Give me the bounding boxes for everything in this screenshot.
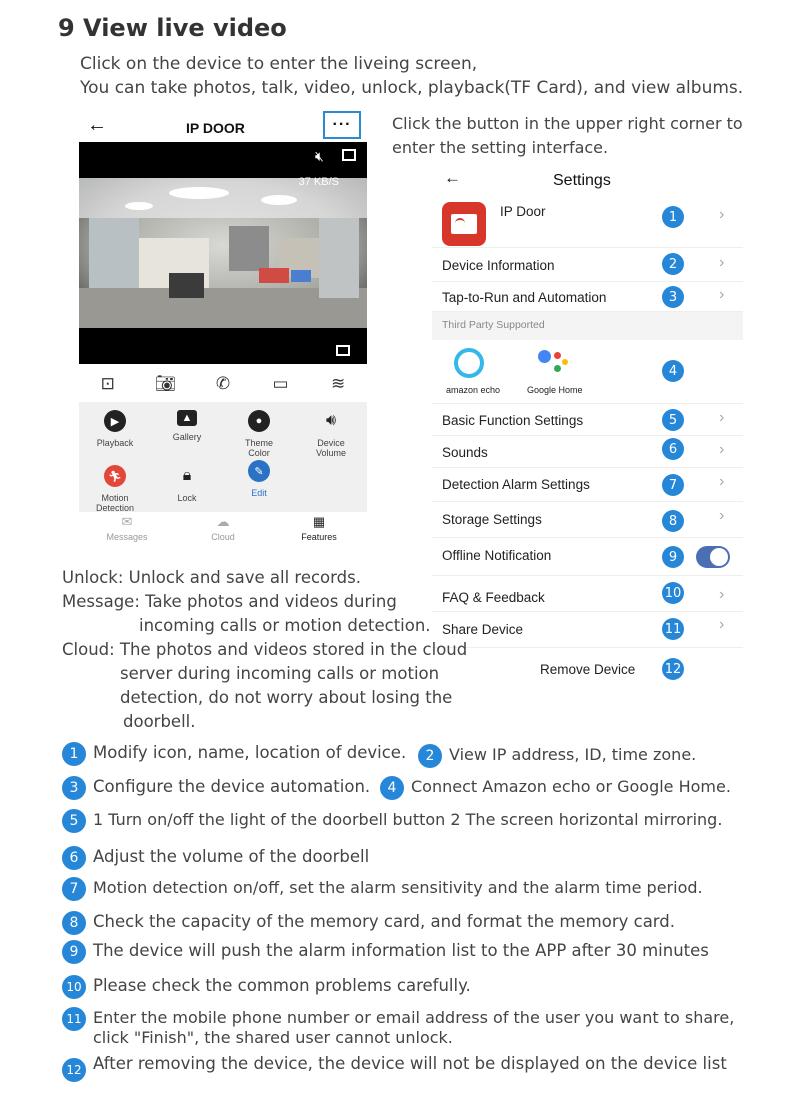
nav-features[interactable]	[271, 514, 367, 554]
speaker-icon: 🔊︎	[325, 412, 337, 429]
messages-icon: ✉	[121, 514, 133, 529]
section-title: 9 View live video	[58, 14, 287, 42]
legend-item-4	[380, 777, 731, 800]
row-label: Storage Settings	[442, 512, 542, 527]
back-arrow-icon[interactable]: ←	[444, 168, 461, 187]
grid-label: Device Volume	[315, 438, 347, 458]
intro-line-2: You can take photos, talk, video, unlock, playback(TF Card), and view albums.	[80, 78, 744, 98]
motion-icon: 🏃︎	[104, 465, 126, 487]
office-scene-image	[79, 178, 367, 328]
row-label: Sounds	[442, 445, 488, 460]
device-name: IP Door	[500, 204, 546, 219]
grid-item-playback[interactable]	[79, 410, 151, 448]
legend-text: After removing the device, the device will not be displayed on the device list	[93, 1054, 727, 1073]
gallery-icon: ▲	[177, 410, 197, 426]
legend-text: Enter the mobile phone number or email address of the user you want to share,	[93, 1008, 735, 1027]
legend-item-9	[62, 941, 709, 964]
row-label: Basic Function Settings	[442, 413, 584, 428]
legend-badge: 5	[62, 809, 86, 833]
cloud-icon: ☁	[216, 514, 230, 529]
phone-live-screen	[79, 110, 367, 560]
legend-badge: 3	[62, 776, 86, 800]
legend-badge: 10	[62, 975, 86, 999]
grid-item-lock[interactable]	[151, 465, 223, 503]
grid-label: Edit	[251, 488, 267, 498]
legend-text: The device will push the alarm information list to the APP after 30 minutes	[93, 941, 709, 960]
settings-row-storage[interactable]	[432, 502, 743, 538]
nav-label: Messages	[106, 532, 148, 542]
legend-text: Connect Amazon echo or Google Home.	[411, 777, 731, 796]
nav-label: Cloud	[211, 532, 235, 542]
device-icon	[442, 202, 486, 246]
amazon-echo-icon	[454, 348, 484, 378]
chevron-right-icon: ›	[719, 473, 725, 490]
settings-row-tap-to-run[interactable]	[432, 282, 743, 312]
speed-readout: 37 KB/S	[298, 176, 339, 188]
legend-item-3	[62, 777, 370, 800]
chevron-right-icon: ›	[719, 586, 725, 603]
settings-header	[432, 160, 743, 196]
legend-badge: 6	[62, 846, 86, 870]
right-note-line-2: enter the setting interface.	[392, 138, 609, 157]
legend-item-1	[62, 743, 406, 766]
legend-badge: 7	[62, 877, 86, 901]
settings-panel	[432, 160, 743, 692]
grid-label: Playback	[96, 438, 134, 448]
legend-item-8	[62, 912, 675, 935]
chevron-right-icon: ›	[719, 286, 725, 303]
legend-text: View IP address, ID, time zone.	[449, 745, 697, 764]
grid-item-edit[interactable]	[223, 460, 295, 498]
legend-item-11-continued	[93, 1028, 453, 1048]
legend-item-10	[62, 976, 471, 999]
legend-item-6	[62, 847, 369, 870]
remove-device-button[interactable]: Remove Device	[540, 662, 636, 677]
grid-label: Gallery	[172, 432, 202, 442]
note-cloud-4: doorbell.	[123, 712, 196, 731]
chevron-right-icon: ›	[719, 254, 725, 271]
settings-title: Settings	[553, 172, 611, 189]
third-party-label: Third Party Supported	[442, 319, 545, 331]
screenshot-icon[interactable]: ⊡	[100, 374, 115, 393]
number-badge: 4	[662, 360, 684, 382]
legend-item-7	[62, 878, 703, 901]
offline-notification-toggle[interactable]	[696, 546, 730, 568]
row-label: FAQ & Feedback	[442, 590, 545, 605]
nav-label: Features	[301, 532, 337, 542]
number-badge: 11	[662, 618, 684, 640]
number-badge: 6	[662, 438, 684, 460]
settings-row-remove-device[interactable]	[432, 650, 743, 690]
legend-text: Configure the device automation.	[93, 777, 371, 796]
phone-title: IP DOOR	[186, 120, 245, 136]
note-cloud-1: Cloud: The photos and videos stored in the cloud	[62, 640, 468, 659]
legend-text: 1 Turn on/off the light of the doorbell button 2 The screen horizontal mirroring.	[93, 810, 723, 829]
row-label: Offline Notification	[442, 548, 552, 563]
play-icon: ▶	[104, 410, 126, 432]
more-button[interactable]	[323, 111, 361, 139]
palette-icon: ●	[248, 410, 270, 432]
settings-row-faq[interactable]	[432, 580, 743, 612]
number-badge: 7	[662, 474, 684, 496]
legend-item-5	[62, 810, 722, 833]
legend-badge: 2	[418, 744, 442, 768]
note-cloud-3: detection, do not worry about losing the	[120, 688, 453, 707]
fullscreen-icon[interactable]	[336, 345, 350, 356]
legend-badge: 12	[62, 1058, 86, 1082]
phone-header	[79, 110, 367, 142]
bottom-nav	[79, 514, 367, 554]
settings-row-offline-notification[interactable]	[432, 538, 743, 576]
right-note-line-1: Click the button in the upper right corner to	[392, 114, 743, 133]
row-label: Device Information	[442, 258, 555, 273]
edit-icon: ✎	[248, 460, 270, 482]
menu-icon[interactable]	[342, 149, 356, 161]
google-home-icon	[536, 348, 570, 378]
settings-row-third-party[interactable]	[432, 340, 743, 404]
number-badge: 5	[662, 409, 684, 431]
legend-badge: 8	[62, 911, 86, 935]
legend-badge: 1	[62, 742, 86, 766]
camera-icon[interactable]: 📷︎	[154, 374, 177, 393]
number-badge: 3	[662, 286, 684, 308]
note-unlock: Unlock: Unlock and save all records.	[62, 568, 361, 587]
number-badge: 12	[662, 658, 684, 680]
settings-row-sounds[interactable]	[432, 436, 743, 468]
chevron-right-icon: ›	[719, 507, 725, 524]
phone-call-icon[interactable]: ✆	[215, 374, 231, 393]
number-badge: 10	[662, 582, 684, 604]
settings-row-basic-function[interactable]	[432, 404, 743, 436]
note-message-1: Message: Take photos and videos during	[62, 592, 397, 611]
back-arrow-icon[interactable]: ←	[87, 114, 107, 136]
mute-icon[interactable]: 🔇︎	[315, 148, 324, 164]
grid-label: Motion Detection	[95, 493, 135, 513]
chevron-right-icon: ›	[719, 616, 725, 633]
expand-icon[interactable]: ≋	[331, 374, 346, 393]
settings-row-device[interactable]	[432, 198, 743, 248]
video-frame	[79, 178, 367, 328]
nav-messages[interactable]	[79, 514, 175, 554]
legend-badge: 9	[62, 940, 86, 964]
chevron-right-icon: ›	[719, 206, 725, 223]
legend-item-2	[418, 745, 696, 768]
grid-label: Lock	[177, 493, 197, 503]
grid-item-device-volume[interactable]	[295, 410, 367, 458]
video-record-icon[interactable]: ▭	[272, 374, 289, 393]
grid-item-motion-detection[interactable]	[79, 465, 151, 513]
legend-badge: 4	[380, 776, 404, 800]
lock-icon: 🔒︎	[182, 467, 192, 484]
amazon-label: amazon echo	[446, 385, 501, 395]
legend-item-12	[62, 1054, 727, 1082]
features-icon: ▦	[312, 514, 326, 529]
number-badge: 2	[662, 253, 684, 275]
live-video[interactable]	[79, 142, 367, 364]
chevron-right-icon: ›	[719, 409, 725, 426]
feature-grid	[79, 402, 367, 512]
settings-row-detection-alarm[interactable]	[432, 468, 743, 502]
phone-toolbar	[79, 368, 367, 400]
nav-cloud[interactable]	[175, 514, 271, 554]
row-label: Tap-to-Run and Automation	[442, 290, 607, 305]
note-message-2: incoming calls or motion detection.	[139, 616, 431, 635]
chevron-right-icon: ›	[719, 441, 725, 458]
more-dots-icon: ···	[332, 116, 352, 133]
legend-text: Check the capacity of the memory card, and format the memory card.	[93, 912, 676, 931]
legend-text: Modify icon, name, location of device.	[93, 743, 407, 762]
row-label: Share Device	[442, 622, 524, 637]
legend-text: Please check the common problems carefully.	[93, 976, 471, 995]
number-badge: 1	[662, 206, 684, 228]
grid-item-gallery[interactable]	[151, 410, 223, 442]
intro-line-1: Click on the device to enter the liveing screen,	[80, 54, 478, 74]
note-cloud-2: server during incoming calls or motion	[120, 664, 440, 683]
google-label: Google Home	[527, 385, 583, 395]
row-label: Detection Alarm Settings	[442, 477, 590, 492]
legend-badge: 11	[62, 1007, 86, 1031]
legend-text: Adjust the volume of the doorbell	[93, 847, 370, 866]
grid-item-theme-color[interactable]	[223, 410, 295, 458]
grid-label: Theme Color	[244, 438, 273, 458]
settings-row-share-device[interactable]	[432, 612, 743, 648]
number-badge: 8	[662, 510, 684, 532]
number-badge: 9	[662, 546, 684, 568]
legend-text: Motion detection on/off, set the alarm sensitivity and the alarm time period.	[93, 878, 703, 897]
legend-text: click "Finish", the shared user cannot unlock.	[93, 1028, 453, 1047]
settings-row-device-information[interactable]	[432, 250, 743, 282]
third-party-header	[432, 312, 743, 340]
